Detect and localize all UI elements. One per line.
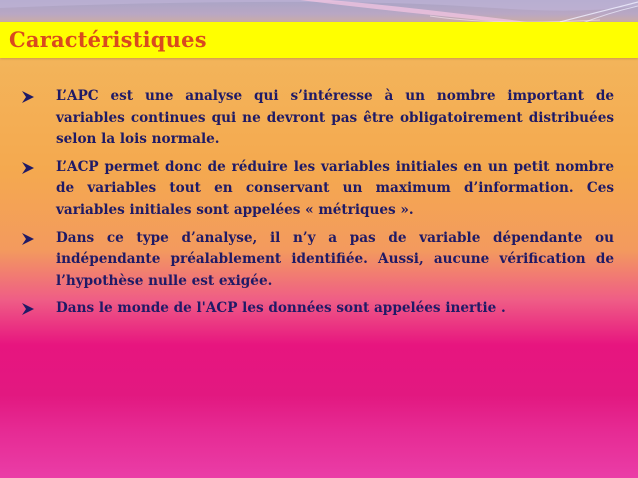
arrowhead-bullet-icon <box>22 303 34 315</box>
arrowhead-bullet-icon <box>22 91 34 103</box>
slide-title: Caractéristiques <box>9 27 207 52</box>
arrowhead-bullet-icon <box>22 162 34 174</box>
bullet-item <box>22 157 614 222</box>
title-bar <box>0 22 638 58</box>
bullet-text: Dans le monde de l'ACP les données sont appelées inertie . <box>56 300 506 317</box>
bullet-item <box>22 298 614 320</box>
bullet-text: Dans ce type d’analyse, il n’y a pas de variable dépendante ou indépendante préalablement identifiée. Aussi, aucune vérification de l’hypothèse nulle est exigée. <box>56 229 614 289</box>
bullet-text: L’APC est une analyse qui s’intéresse à un nombre important de variables continues qui ne devront pas être obligatoirement distribuées selon la lois normale. <box>56 88 614 148</box>
bullet-item <box>22 86 614 151</box>
bullet-text: L’ACP permet donc de réduire les variables initiales en un petit nombre de variables tout en conservant un maximum d’information. Ces variables initiales sont appelées « métriques ». <box>56 158 614 218</box>
bullet-item <box>22 228 614 293</box>
arrowhead-bullet-icon <box>22 233 34 245</box>
bullet-list <box>22 86 614 326</box>
